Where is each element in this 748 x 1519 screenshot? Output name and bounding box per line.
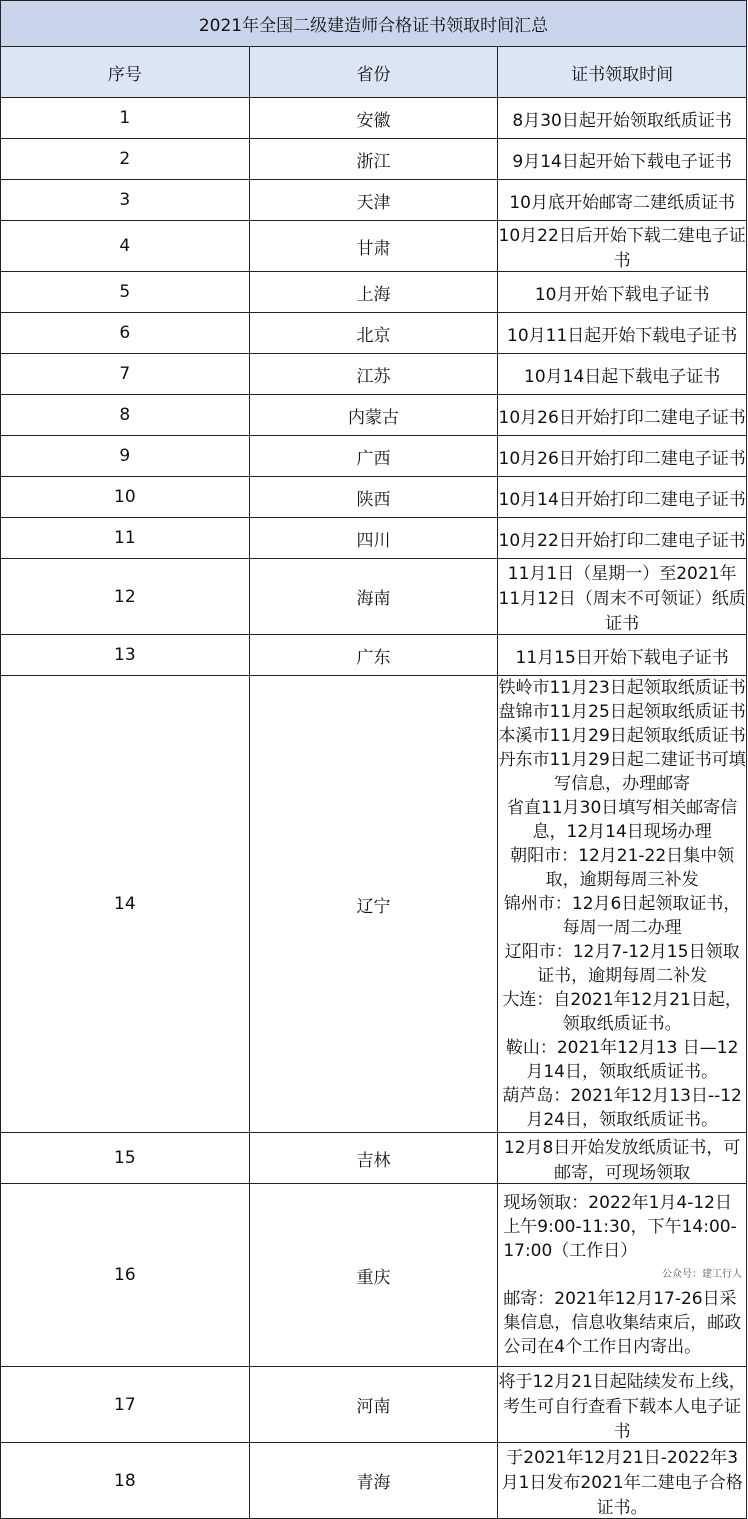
row-time: 8月30日起开始领取纸质证书	[498, 98, 747, 139]
row-no: 9	[1, 436, 250, 477]
row-no: 8	[1, 395, 250, 436]
table-row-chongqing	[1, 1184, 747, 1367]
table-row	[1, 354, 747, 395]
row-no: 18	[1, 1443, 250, 1519]
liaoning-line: 葫芦岛：2021年12月13日--12月24日，领取纸质证书。	[502, 1086, 742, 1130]
row-province: 北京	[249, 313, 498, 354]
header-no: 序号	[1, 47, 250, 98]
row-no: 17	[1, 1367, 250, 1443]
liaoning-line: 朝阳市：12月21-22日集中领取，逾期每周三补发	[510, 846, 735, 890]
row-province: 四川	[249, 518, 498, 559]
row-no: 16	[1, 1184, 250, 1367]
row-no: 1	[1, 98, 250, 139]
table-row	[1, 518, 747, 559]
table-row	[1, 221, 747, 272]
table-row	[1, 559, 747, 635]
row-time: 于2021年12月21日-2022年3月1日发布2021年二建电子合格证书。	[498, 1443, 747, 1519]
table-row-liaoning	[1, 676, 747, 1133]
row-province: 辽宁	[249, 676, 498, 1133]
row-time: 10月14日开始打印二建电子证书	[498, 477, 747, 518]
table-row	[1, 272, 747, 313]
row-no: 6	[1, 313, 250, 354]
table-title: 2021年全国二级建造师合格证书领取时间汇总	[1, 1, 747, 47]
liaoning-line: 锦州市：12月6日起领取证书，每周一周二办理	[503, 894, 741, 938]
table-row	[1, 139, 747, 180]
row-time: 将于12月21日起陆续发布上线，考生可自行查看下载本人电子证书	[498, 1367, 747, 1443]
table-row	[1, 395, 747, 436]
row-province: 甘肃	[249, 221, 498, 272]
row-no: 4	[1, 221, 250, 272]
row-time: 10月26日开始打印二建电子证书	[498, 395, 747, 436]
row-province: 浙江	[249, 139, 498, 180]
row-time: 11月15日开始下载电子证书	[498, 635, 747, 676]
row-no: 11	[1, 518, 250, 559]
row-province: 青海	[249, 1443, 498, 1519]
table-row-qinghai	[1, 1443, 747, 1519]
row-time: 10月底开始邮寄二建纸质证书	[498, 180, 747, 221]
liaoning-line: 辽阳市：12月7-12月15日领取证书，逾期每周二补发	[504, 942, 740, 986]
row-province: 海南	[249, 559, 498, 635]
row-no: 5	[1, 272, 250, 313]
row-province: 内蒙古	[249, 395, 498, 436]
row-no: 15	[1, 1133, 250, 1184]
row-time: 10月11日起开始下载电子证书	[498, 313, 747, 354]
chongqing-onsite: 现场领取：2022年1月4-12日上午9:00-11:30，下午14:00-17:00（工作日）	[503, 1193, 737, 1261]
liaoning-lines	[498, 676, 747, 1133]
table-row	[1, 98, 747, 139]
row-province: 重庆	[249, 1184, 498, 1367]
row-province: 陕西	[249, 477, 498, 518]
row-no: 14	[1, 676, 250, 1133]
row-time: 10月14日起下载电子证书	[498, 354, 747, 395]
row-province: 广西	[249, 436, 498, 477]
row-no: 12	[1, 559, 250, 635]
liaoning-line: 丹东市11月29日起二建证书可填写信息，办理邮寄	[498, 750, 746, 794]
row-time: 9月14日起开始下载电子证书	[498, 139, 747, 180]
table-row	[1, 180, 747, 221]
row-no: 13	[1, 635, 250, 676]
liaoning-line: 盘锦市11月25日起领取纸质证书	[498, 702, 746, 722]
chongqing-mail: 邮寄：2021年12月17-26日采集信息，信息收集结束后，邮政公司在4个工作日内寄出。	[503, 1289, 742, 1357]
row-time: 10月开始下载电子证书	[498, 272, 747, 313]
row-no: 10	[1, 477, 250, 518]
row-time: 10月26日开始打印二建电子证书	[498, 436, 747, 477]
table-row-henan	[1, 1367, 747, 1443]
row-time: 11月1日（星期一）至2021年11月12日（周末不可领证）纸质证书	[498, 559, 747, 635]
row-no: 7	[1, 354, 250, 395]
liaoning-line: 省直11月30日填写相关邮寄信息，12月14日现场办理	[507, 798, 738, 842]
row-time: 10月22日后开始下载二建电子证书	[498, 221, 747, 272]
row-province: 天津	[249, 180, 498, 221]
header-time: 证书领取时间	[498, 47, 747, 98]
row-no: 3	[1, 180, 250, 221]
table-row	[1, 313, 747, 354]
row-time: 12月8日开始发放纸质证书，可邮寄，可现场领取	[498, 1133, 747, 1184]
row-province: 吉林	[249, 1133, 498, 1184]
row-province: 广东	[249, 635, 498, 676]
row-province: 江苏	[249, 354, 498, 395]
liaoning-line: 大连：自2021年12月21日起，领取纸质证书。	[502, 990, 742, 1034]
row-province: 安徽	[249, 98, 498, 139]
row-province: 上海	[249, 272, 498, 313]
row-province: 河南	[249, 1367, 498, 1443]
liaoning-line: 鞍山：2021年12月13 日—12月14日，领取纸质证书。	[505, 1038, 739, 1082]
table-row-jilin	[1, 1133, 747, 1184]
liaoning-line: 铁岭市11月23日起领取纸质证书	[498, 678, 746, 698]
header-province: 省份	[249, 47, 498, 98]
table-row	[1, 635, 747, 676]
table-row	[1, 436, 747, 477]
liaoning-line: 本溪市11月29日起领取纸质证书	[498, 726, 746, 746]
table-row	[1, 477, 747, 518]
row-time: 10月22日开始打印二建电子证书	[498, 518, 747, 559]
row-no: 2	[1, 139, 250, 180]
watermark-text: 公众号：建工行人	[660, 1265, 744, 1280]
